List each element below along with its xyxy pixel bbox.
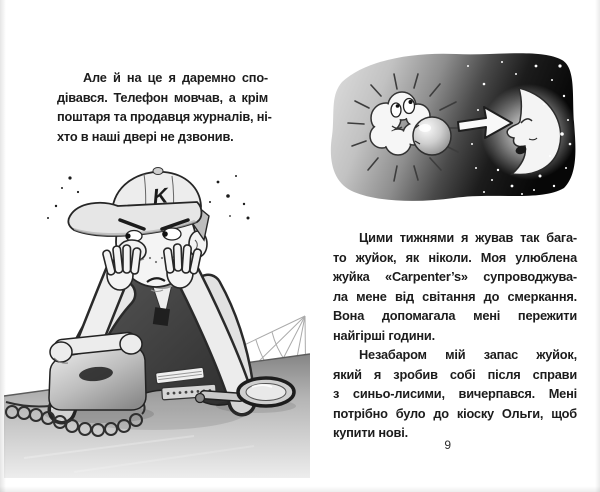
text-line: який я зробив собі після справи [333,366,577,382]
right-paragraph-2 [333,345,577,443]
left-paragraph [57,68,272,146]
text-line: Вона допомагала мені пережити [333,308,577,323]
text-line: Цими тижнями я жував так бага- [359,230,577,245]
text-line: дівався. Телефон мовчав, а крім [57,89,268,105]
page-number: 9 [444,438,452,452]
gum-bubble [413,117,451,155]
text-line: з синьо-лисими, вичерпався. Мені [333,386,577,401]
day-to-night-illustration [326,44,578,208]
text-line: то жуйок, як ніколи. Моя улюблена [333,249,577,265]
text-line: жуйка «Carpenter’s» супроводжува- [333,269,577,284]
text-line: потрібно було до кіоску Ольги, щоб [333,405,577,421]
text-line: поштаря та продавця журналів, ні- [57,109,272,124]
scan-edge-bottom [0,486,600,492]
cap-letter: K [151,184,170,209]
boy-waiting-illustration [4,158,310,478]
scan-edge-right [595,0,600,492]
text-line: ла мене від світання до смеркання. [333,288,577,304]
text-line: хто в наші двері не дзвонив. [57,128,234,144]
text-line: купити нові. [333,425,408,440]
text-line: Але й на це я даремно спо- [83,70,268,85]
right-paragraph-1 [333,228,577,345]
text-line: найгірші години. [333,327,435,343]
text-line: Незабаром мій запас жуйок, [359,347,577,362]
